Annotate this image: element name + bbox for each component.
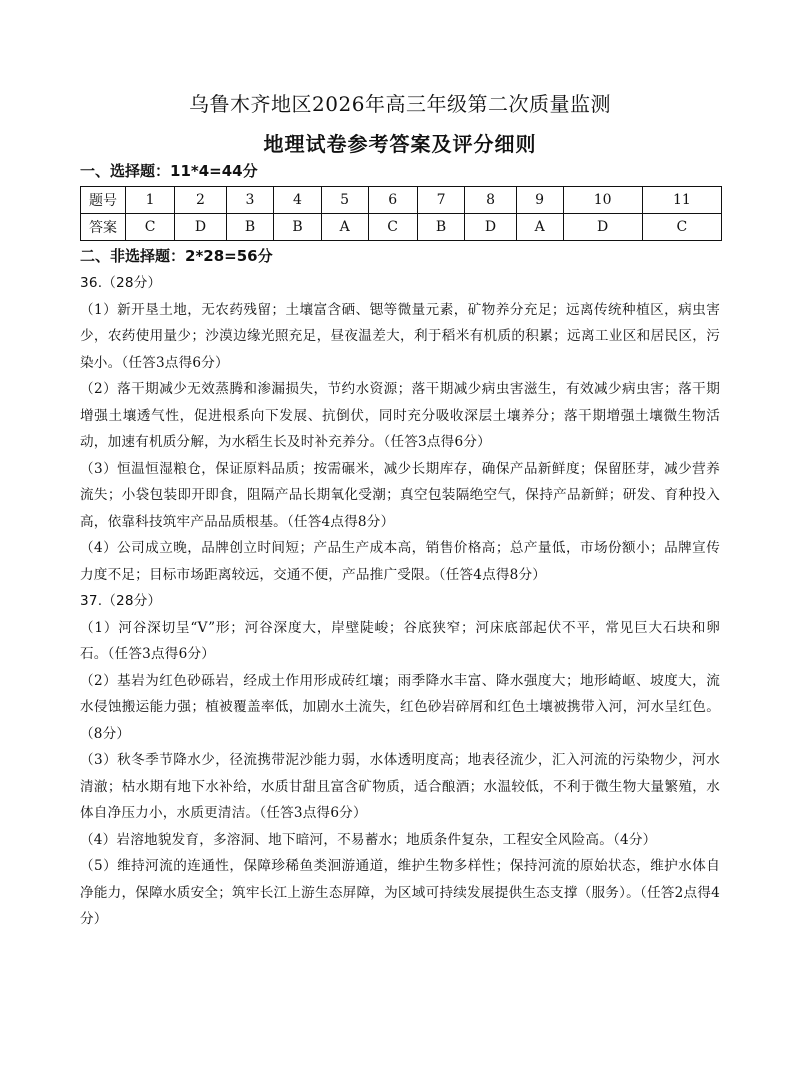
- number-cell: 10: [563, 187, 642, 214]
- number-cell: 1: [126, 187, 175, 214]
- number-cell: 9: [516, 187, 563, 214]
- section1-heading: 一、选择题：11*4=44分: [80, 162, 258, 180]
- answer-cell: D: [465, 214, 516, 241]
- question-36-block: [80, 270, 720, 933]
- q36-item-3: （3）恒温恒湿粮仓，保证原料品质；按需碾米，减少长期库存，确保产品新鲜度；保留胚芽，减少营养流失；小袋包装即开即食，阻隔产品长期氧化受潮；真空包装隔绝空气，保持产品新鲜；研发、育种投入高，依靠科技筑牢产品品质根基。（任答4点得8分）: [80, 460, 720, 530]
- q37-item-1: （1）河谷深切呈“V”形；河谷深度大，岸壁陡峻；谷底狭窄；河床底部起伏不平，常见巨大石块和卵石。（任答3点得6分）: [80, 619, 720, 662]
- question-37-heading: 37.（28分）: [80, 593, 162, 609]
- answer-cell: B: [274, 214, 322, 241]
- section2-heading: 二、非选择题：2*28=56分: [80, 247, 273, 265]
- q37-item-5: （5）维持河流的连通性，保障珍稀鱼类洄游通道，维护生物多样性；保持河流的原始状态，维护水体自净能力，保障水质安全；筑牢长江上游生态屏障，为区域可持续发展提供生态支撑（服务）。（任答2点得4分）: [80, 858, 720, 927]
- number-cell: 5: [321, 187, 368, 214]
- number-cell: 2: [175, 187, 226, 214]
- page-subtitle: 地理试卷参考答案及评分细则: [263, 132, 537, 156]
- q37-item-2: （2）基岩为红色砂砾岩，经成土作用形成砖红壤；雨季降水丰富、降水强度大；地形崎岖、坡度大，流水侵蚀搬运能力强；植被覆盖率低，加剧水土流失，红色砂岩碎屑和红色土壤被携带入河，河水呈红色。（8分）: [80, 672, 720, 742]
- number-cell: 3: [226, 187, 274, 214]
- answer-cell: D: [563, 214, 642, 241]
- number-cell: 8: [465, 187, 516, 214]
- answer-cell: B: [226, 214, 274, 241]
- answer-row: [81, 214, 722, 241]
- number-cell: 4: [274, 187, 322, 214]
- answer-cell: C: [126, 214, 175, 241]
- q36-item-1: （1）新开垦土地，无农药残留；土壤富含硒、锶等微量元素，矿物养分充足；远离传统种植区，病虫害少，农药使用量少；沙漠边缘光照充足，昼夜温差大，利于稻米有机质的积累；远离工业区和居民区，污染小。（任答3点得6分）: [80, 301, 720, 371]
- number-cell: 7: [417, 187, 465, 214]
- row-label-answer: 答案: [81, 214, 126, 241]
- number-cell: 11: [642, 187, 721, 214]
- answer-cell: A: [516, 214, 563, 241]
- q37-item-4: （4）岩溶地貌发育，多溶洞、地下暗河，不易蓄水；地质条件复杂，工程安全风险高。（4分）: [80, 831, 657, 848]
- number-cell: 6: [368, 187, 417, 214]
- q36-item-2: （2）落干期减少无效蒸腾和渗漏损失，节约水资源；落干期减少病虫害滋生，有效减少病虫害；落干期增强土壤透气性，促进根系向下发展、抗倒伏，同时充分吸收深层土壤养分；落干期增强土壤微生物活动，加速有机质分解，为水稻生长及时补充养分。（任答3点得6分）: [80, 381, 720, 450]
- q36-item-4: （4）公司成立晚，品牌创立时间短；产品生产成本高，销售价格高；总产量低，市场份额小；品牌宣传力度不足；目标市场距离较远，交通不便，产品推广受限。（任答4点得8分）: [80, 540, 720, 583]
- question-36-heading: 36.（28分）: [80, 275, 162, 291]
- answer-cell: C: [368, 214, 417, 241]
- question-number-row: [81, 187, 722, 214]
- row-label-number: 题号: [81, 187, 126, 214]
- answer-cell: A: [321, 214, 368, 241]
- page-title: 乌鲁木齐地区2026年高三年级第二次质量监测: [189, 92, 611, 116]
- q37-item-3: （3）秋冬季节降水少，径流携带泥沙能力弱，水体透明度高；地表径流少，汇入河流的污染物少，河水清澈；枯水期有地下水补给，水质甘甜且富含矿物质，适合酿酒；水温较低，不利于微生物大量繁殖，水体自净压力小，水质更清洁。（任答3点得6分）: [80, 752, 720, 821]
- answer-table: [80, 186, 722, 241]
- answer-cell: B: [417, 214, 465, 241]
- answer-cell: C: [642, 214, 721, 241]
- answer-cell: D: [175, 214, 226, 241]
